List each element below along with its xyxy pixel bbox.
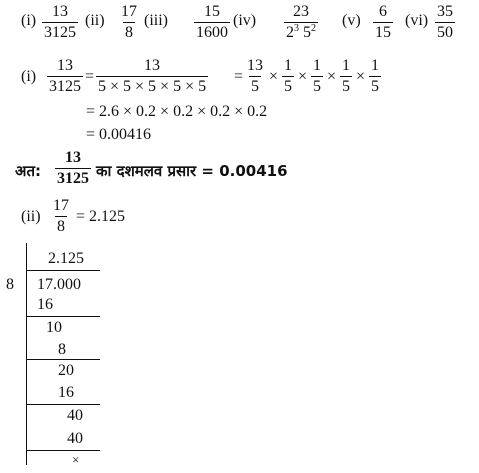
quotient: 2.125 — [48, 250, 84, 267]
label-v: (v) — [342, 12, 361, 29]
dividend: 17.000 — [37, 276, 81, 293]
label-i: (i) — [21, 12, 37, 29]
subtraction-line — [26, 359, 100, 360]
times-sign: × — [298, 68, 308, 85]
times-sign: × — [356, 68, 366, 85]
subtraction-line — [26, 404, 100, 405]
label-iv: (iv) — [233, 12, 257, 29]
part-i-mid-fraction: $\frac{13}{5 \times 5 \times 5 \times 5 \times 5}$ — [98, 57, 207, 95]
part-i-label: (i) — [21, 68, 37, 85]
division-step: 16 — [58, 384, 74, 401]
term-fraction: $\frac{1}{5}$ — [342, 57, 350, 95]
term-fraction: $\frac{13}{5}$ — [247, 57, 263, 95]
division-step: 40 — [67, 430, 83, 447]
division-step: 10 — [46, 319, 62, 336]
division-step: 16 — [37, 296, 53, 313]
part-i-lhs-fraction: $\frac{13}{3125}$ — [49, 57, 81, 95]
conclusion-prefix: अत: — [15, 162, 42, 180]
part-ii-result: = 2.125 — [76, 208, 126, 225]
fraction-q1: $\frac{13}{3125}$ — [44, 3, 76, 41]
conclusion-fraction: $\frac{13}{3125}$ — [57, 149, 89, 187]
term-fraction: $\frac{1}{5}$ — [284, 57, 292, 95]
division-step: 20 — [58, 362, 74, 379]
fraction-q5: $\frac{6}{15}$ — [375, 3, 391, 41]
fraction-q4: $\frac{23}{2^3 5^2}$ — [286, 3, 316, 41]
label-ii: (ii) — [85, 12, 105, 29]
quotient-line — [26, 270, 100, 271]
subtraction-line — [26, 450, 100, 451]
part-i-step-2: = 2.6 × 0.2 × 0.2 × 0.2 × 0.2 — [86, 103, 268, 120]
part-i-step-3: = 0.00416 — [86, 126, 152, 143]
label-vi: (vi) — [405, 12, 429, 29]
term-fraction: $\frac{1}{5}$ — [313, 57, 321, 95]
fraction-q3: $\frac{15}{1600}$ — [196, 3, 228, 41]
fraction-q2: $\frac{17}{8}$ — [121, 3, 137, 41]
equals-sign: = — [85, 68, 95, 85]
part-ii-label: (ii) — [21, 208, 41, 225]
division-bracket — [26, 243, 27, 465]
term-fraction: $\frac{1}{5}$ — [371, 57, 379, 95]
fraction-q6: $\frac{35}{50}$ — [437, 3, 453, 41]
division-step: 8 — [58, 341, 66, 358]
divisor: 8 — [6, 276, 14, 293]
remainder-mark: × — [72, 452, 80, 467]
times-sign: × — [327, 68, 337, 85]
times-sign: × — [269, 68, 279, 85]
label-iii: (iii) — [144, 12, 168, 29]
equals-sign: = — [234, 68, 244, 85]
part-ii-fraction: $\frac{17}{8}$ — [53, 197, 69, 235]
conclusion-text: का दशमलव प्रसार = 0.00416 — [96, 162, 288, 180]
subtraction-line — [26, 316, 100, 317]
division-step: 40 — [67, 407, 83, 424]
